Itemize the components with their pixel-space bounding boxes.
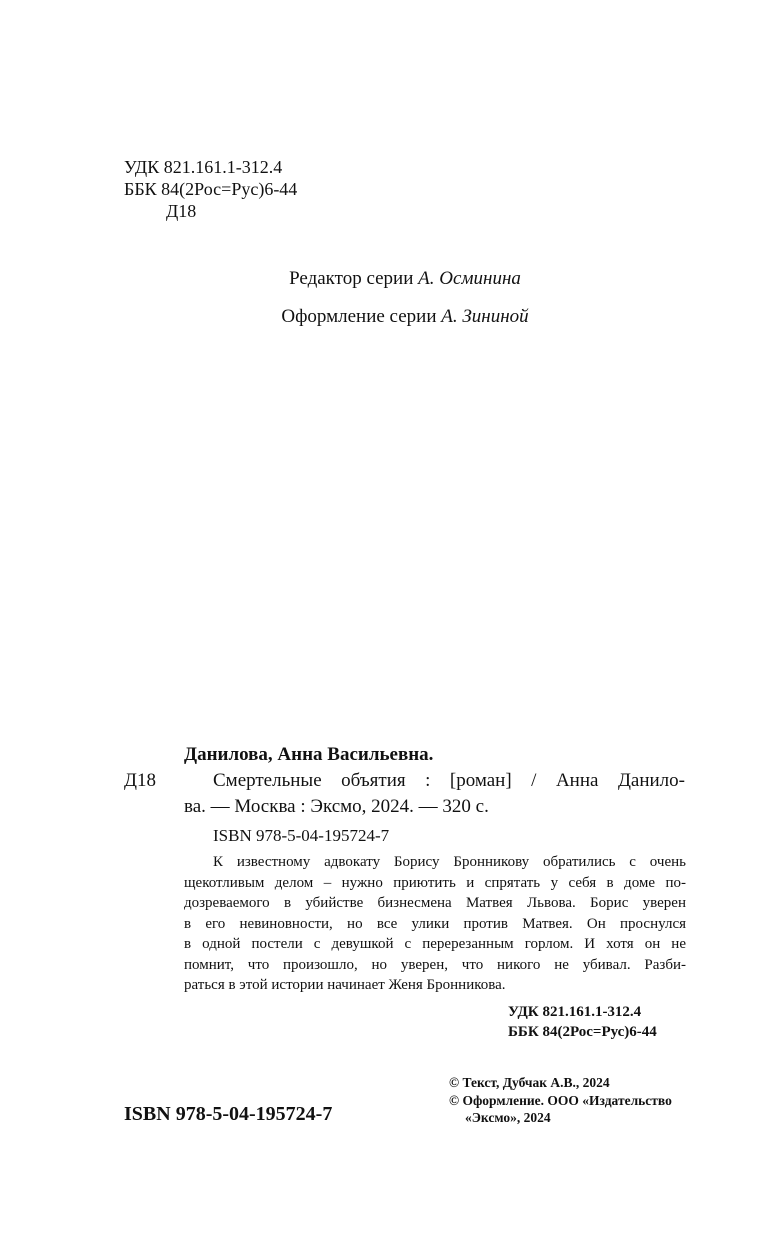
annotation-paragraph bbox=[184, 852, 686, 996]
design-name: А. Зининой bbox=[441, 306, 529, 327]
copyright-design-cont: «Эксмо», 2024 bbox=[465, 1110, 551, 1125]
top-classification bbox=[124, 156, 297, 200]
editor-name: А. Осминина bbox=[418, 268, 521, 289]
annotation-line: в его невиновности, но все улики против Матвея. Он проснулся bbox=[184, 915, 686, 932]
book-author: Данилова, Анна Васильевна. bbox=[184, 744, 434, 765]
isbn-footer: ISBN 978-5-04-195724-7 bbox=[124, 1103, 333, 1125]
title-line-2: ва. — Москва : Эксмо, 2024. — 320 с. bbox=[184, 796, 489, 817]
annotation-line: щекотливым делом – нужно приютить и спрятать у себя в доме по- bbox=[184, 874, 686, 891]
bbk-code: ББК 84(2Рос=Рус)6-44 bbox=[124, 179, 298, 199]
copyright-text: © Текст, Дубчак А.В., 2024 bbox=[449, 1075, 610, 1090]
annotation-line: в одной постели с девушкой с перерезанным горлом. И хотя он не bbox=[184, 936, 686, 952]
isbn-record: ISBN 978-5-04-195724-7 bbox=[213, 826, 390, 845]
annotation-line: раться в этой истории начинает Женя Бронникова. bbox=[184, 977, 506, 993]
annotation-line: помнит, что произошло, но уверен, что никого не убивал. Разби- bbox=[184, 956, 686, 973]
udk-code-bottom: УДК 821.161.1-312.4 bbox=[508, 1004, 642, 1020]
annotation-line: дозреваемого в убийстве бизнесмена Матвея Львова. Борис уверен bbox=[184, 895, 686, 911]
editor-label: Редактор серии bbox=[289, 268, 414, 289]
series-editor-credit bbox=[0, 268, 768, 290]
series-design-credit bbox=[0, 306, 768, 328]
title-line-1: Смертельные объятия : [роман] / Анна Данило- bbox=[213, 770, 685, 791]
copyright-block bbox=[449, 1074, 672, 1127]
annotation-line: К известному адвокату Борису Бронникову обратились с очень bbox=[213, 854, 686, 870]
author-mark-top: Д18 bbox=[166, 201, 197, 221]
bbk-code-bottom: ББК 84(2Рос=Рус)6-44 bbox=[508, 1024, 657, 1040]
udk-code: УДК 821.161.1-312.4 bbox=[124, 157, 283, 177]
bottom-classification bbox=[508, 1002, 657, 1042]
copyright-design: © Оформление. ООО «Издательство bbox=[449, 1092, 672, 1108]
design-label: Оформление серии bbox=[281, 306, 437, 327]
author-mark: Д18 bbox=[124, 770, 156, 791]
